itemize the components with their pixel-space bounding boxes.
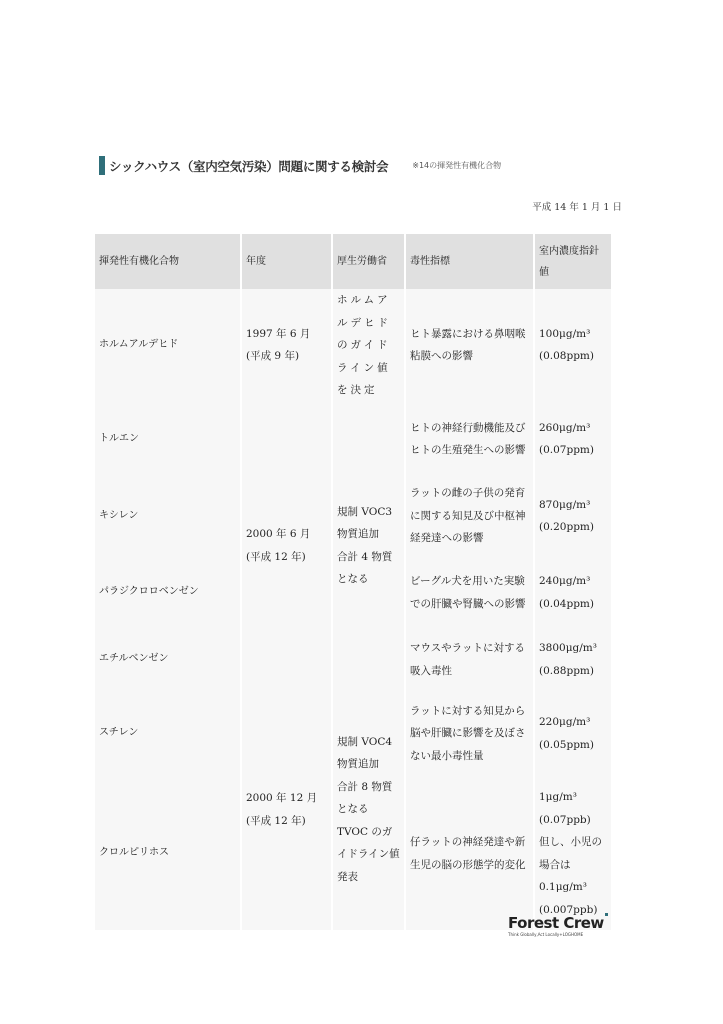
toxicity-cell: ヒトの神経行動機能及びヒトの生殖発生への影響 [404, 402, 533, 477]
year-cell: 1997 年 6 月 (平成 9 年) [240, 289, 331, 402]
compound-cell: ホルムアルデヒド [95, 289, 240, 402]
compound-cell: キシレン [95, 477, 240, 556]
value-cell: 240μg/m³ (0.04ppm) [533, 556, 611, 630]
header-compound: 揮発性有機化合物 [95, 234, 240, 289]
value-cell: 870μg/m³ (0.20ppm) [533, 477, 611, 556]
value-cell: 100μg/m³ (0.08ppm) [533, 289, 611, 402]
toxicity-cell: ヒト暴露における鼻咽喉粘膜への影響 [404, 289, 533, 402]
toxicity-cell: 仔ラットの神経発達や新生児の脳の形態学的変化 [404, 778, 533, 930]
ministry-cell: ホルムアルデヒドのガイドライン値を決定 [331, 289, 404, 402]
logo-square-icon [605, 913, 608, 916]
header-toxicity: 毒性指標 [404, 234, 533, 289]
toxicity-cell: ビーグル犬を用いた実験での肝臓や腎臓への影響 [404, 556, 533, 630]
ministry-cell: 規制 VOC4 物質追加 合計 8 物質となる TVOC のガイドライン値発表 [331, 690, 404, 930]
heading-note: ※14の揮発性有機化合物 [412, 161, 502, 170]
compound-cell: トルエン [95, 402, 240, 477]
toxicity-cell: ラットの雌の子供の発育に関する知見及び中枢神経発達への影響 [404, 477, 533, 556]
document-date: 平成 14 年 1 月 1 日 [532, 202, 622, 213]
header-value: 室内濃度指針値 [533, 234, 611, 289]
year-cell: 2000 年 6 月 (平成 12 年) [240, 402, 331, 690]
logo-name: Forest Crew [508, 914, 604, 932]
table-row [95, 289, 611, 402]
compound-cell: エチルベンゼン [95, 630, 240, 690]
year-cell: 2000 年 12 月 (平成 12 年) [240, 690, 331, 930]
toxicity-cell: ラットに対する知見から脳や肝臓に影響を及ぼさない最小毒性量 [404, 690, 533, 778]
value-cell: 220μg/m³ (0.05ppm) [533, 690, 611, 778]
voc-guideline-table [95, 234, 611, 930]
header-ministry: 厚生労働省 [331, 234, 404, 289]
toxicity-cell: マウスやラットに対する吸入毒性 [404, 630, 533, 690]
table-row [95, 690, 611, 778]
ministry-cell: 規制 VOC3 物質追加 合計 4 物質となる [331, 402, 404, 690]
table-header-row [95, 234, 611, 289]
logo-tagline: Think Globally,Act Locally+LOGHOME [508, 932, 584, 937]
heading-accent-bar [99, 156, 105, 175]
compound-cell: パラジクロロベンゼン [95, 556, 240, 630]
forest-crew-logo [508, 913, 608, 938]
table-row [95, 402, 611, 477]
section-heading [99, 156, 501, 175]
value-cell: 260μg/m³ (0.07ppm) [533, 402, 611, 477]
compound-cell: クロルピリホス [95, 778, 240, 930]
compound-cell: スチレン [95, 690, 240, 778]
value-cell: 1μg/m³ (0.07ppb) 但し、小児の場合は 0.1μg/m³ (0.007ppb) [533, 778, 611, 930]
value-cell: 3800μg/m³ (0.88ppm) [533, 630, 611, 690]
page-title: シックハウス（室内空気汚染）問題に関する検討会 [109, 158, 389, 174]
header-year: 年度 [240, 234, 331, 289]
